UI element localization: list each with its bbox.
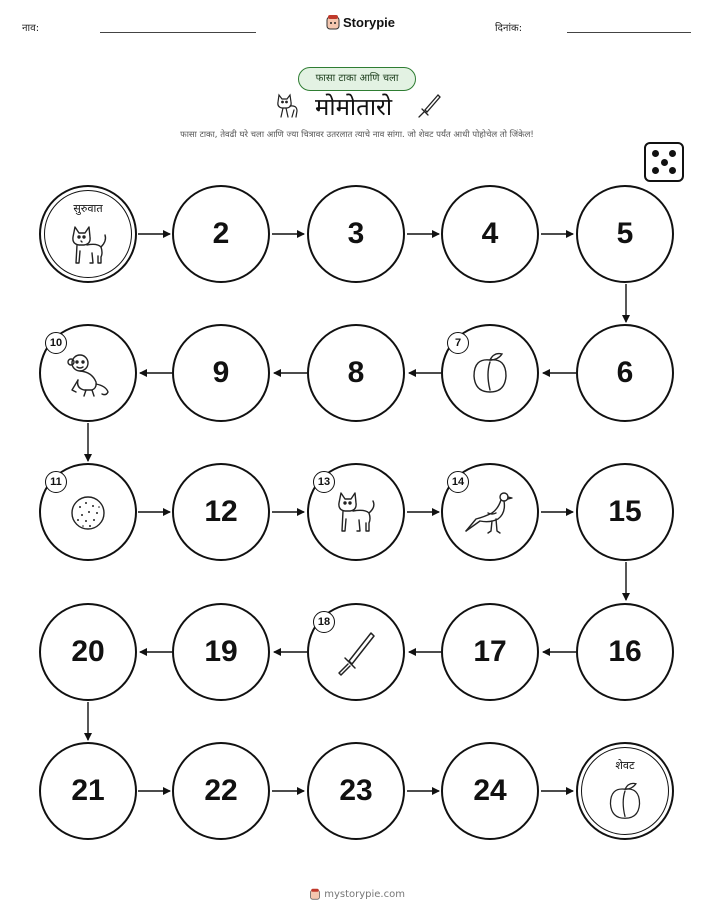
footer	[0, 888, 714, 900]
board-space-9[interactable]: 9	[172, 324, 270, 422]
board-space-13[interactable]	[307, 463, 405, 561]
board-space-23[interactable]: 23	[307, 742, 405, 840]
board-space-14[interactable]	[441, 463, 539, 561]
board-space-start[interactable]	[39, 185, 137, 283]
board-space-22[interactable]: 22	[172, 742, 270, 840]
board-space-10[interactable]	[39, 324, 137, 422]
board-space-6[interactable]: 6	[576, 324, 674, 422]
board-space-16[interactable]: 16	[576, 603, 674, 701]
board-space-4[interactable]: 4	[441, 185, 539, 283]
board-space-17[interactable]: 17	[441, 603, 539, 701]
pheasant-icon	[462, 489, 518, 539]
dumpling-icon	[68, 493, 108, 533]
board-space-18[interactable]	[307, 603, 405, 701]
game-type-badge: फासा टाका आणि चला	[298, 67, 416, 91]
peach-icon	[468, 350, 512, 396]
date-label: दिनांक:	[495, 23, 523, 34]
board-space-7[interactable]	[441, 324, 539, 422]
board-space-20[interactable]: 20	[39, 603, 137, 701]
name-label: नाव:	[22, 23, 40, 34]
footer-url[interactable]: mystorypie.com	[324, 889, 405, 900]
space-number-badge: 13	[313, 471, 335, 493]
brand-name: Storypie	[343, 14, 396, 30]
board-space-2[interactable]: 2	[172, 185, 270, 283]
board-space-19[interactable]: 19	[172, 603, 270, 701]
start-label: सुरुवात	[73, 202, 103, 215]
board-space-end[interactable]	[576, 742, 674, 840]
board-space-24[interactable]: 24	[441, 742, 539, 840]
board-space-8[interactable]: 8	[307, 324, 405, 422]
sword-icon	[333, 629, 379, 679]
board-space-15[interactable]: 15	[576, 463, 674, 561]
space-number-badge: 7	[447, 332, 469, 354]
space-number-badge: 11	[45, 471, 67, 493]
board-space-5[interactable]: 5	[576, 185, 674, 283]
peach-icon	[605, 780, 645, 822]
space-number-badge: 10	[45, 332, 67, 354]
board-space-3[interactable]: 3	[307, 185, 405, 283]
board-space-12[interactable]: 12	[172, 463, 270, 561]
instructions-text: फासा टाका, तेवढी घरे चला आणि ज्या चित्रावर उतरलात त्याचे नाव सांगा. जो शेवट पर्यंत आधी पोहोचेल तो जिंकेल!	[180, 130, 534, 140]
space-number-badge: 14	[447, 471, 469, 493]
dog-icon	[331, 489, 381, 537]
end-label: शेवट	[615, 759, 635, 772]
board-space-11[interactable]	[39, 463, 137, 561]
page-title: मोमोतारो	[315, 93, 393, 121]
storypie-mascot-icon	[309, 888, 321, 900]
board-space-21[interactable]: 21	[39, 742, 137, 840]
space-number-badge: 18	[313, 611, 335, 633]
dog-icon	[65, 223, 111, 269]
monkey-icon	[62, 350, 114, 400]
